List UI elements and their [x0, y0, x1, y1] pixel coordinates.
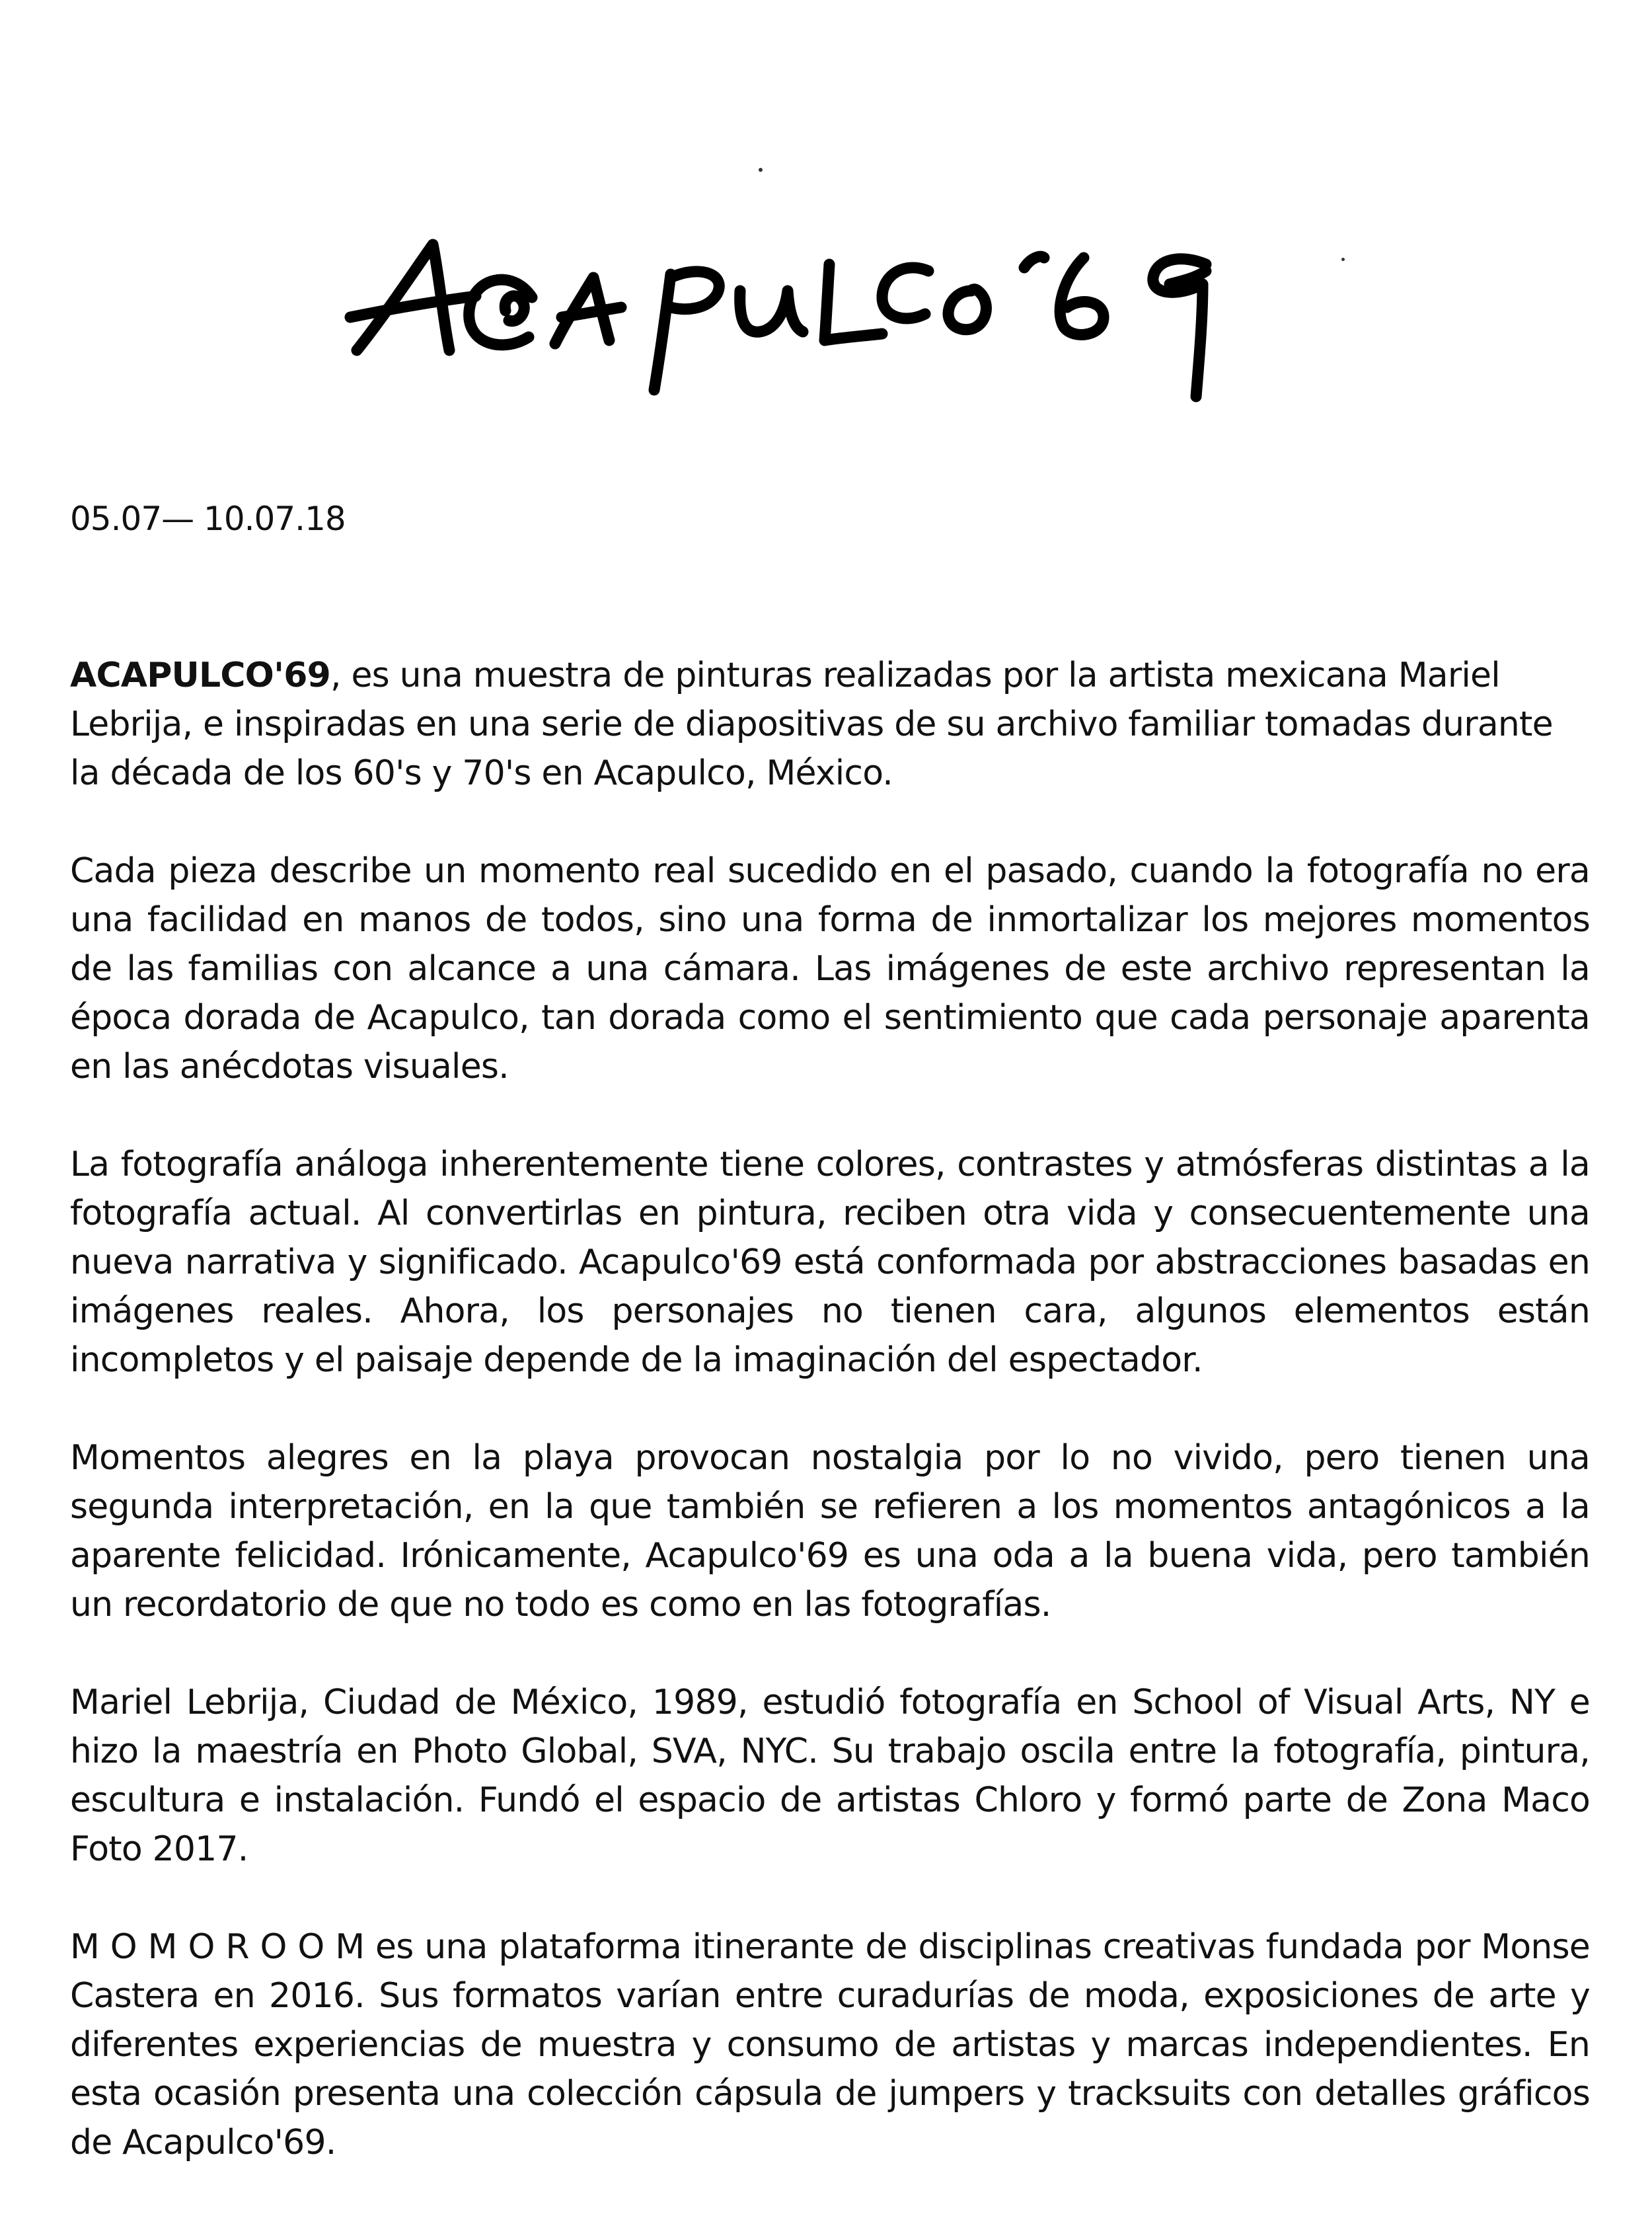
logo-drawing: [344, 218, 1348, 416]
press-release-body: [70, 651, 1590, 2216]
exhibition-name: ACAPULCO'69: [70, 656, 330, 695]
paragraph-nostalgia: Momentos alegres en la playa provocan nostalgia por lo no vivido, pero tienen una segunda interpretación, en la que también se refieren a los momentos antagónicos a la aparente felicidad. Irónicamente, Acapulco'69 es una oda a la buena vida, pero también un recordatorio de que no todo es como en las fotografías.: [70, 1438, 1590, 1624]
acapulco69-handwritten-logo: [344, 218, 1348, 416]
paragraph-analog-photography: La fotografía análoga inherentemente tiene colores, contrastes y atmósferas distintas a la fotografía actual. Al convertirlas en pintura, reciben otra vida y consecuentemente una nueva narrativa y significado. Acapulco'69 está conformada por abstracciones basadas en imágenes reales. Ahora, los personajes no tienen cara, algunos elementos están incompletos y el paisaje depende de la imaginación del espectador.: [70, 1145, 1590, 1380]
paragraph-artist-bio: Mariel Lebrija, Ciudad de México, 1989, estudió fotografía en School of Visual Arts, NY e hizo la maestría en Photo Global, SVA, NYC. Su trabajo oscila entre la fotografía, pintura, escultura e instalación. Fundó el espacio de artistas Chloro y formó parte de Zona Maco Foto 2017.: [70, 1683, 1590, 1869]
paragraph-momoroom: M O M O R O O M es una plataforma itinerante de disciplinas creativas fundada por Monse Castera en 2016. Sus formatos varían entre curadurías de moda, exposiciones de arte y diferentes experiencias de muestra y consumo de artistas y marcas independientes. En esta ocasión presenta una colección cápsula de jumpers y tracksuits con detalles gráficos de Acapulco'69.: [70, 1927, 1590, 2162]
paragraph-intro: [70, 651, 1590, 798]
scan-speck: [759, 168, 763, 172]
paragraph-description: Cada pieza describe un momento real sucedido en el pasado, cuando la fotografía no era una facilidad en manos de todos, sino una forma de inmortalizar los mejores momentos de las familias con alcance a una cámara. Las imágenes de este archivo representan la época dorada de Acapulco, tan dorada como el sentimiento que cada personaje aparenta en las anécdotas visuales.: [70, 851, 1590, 1087]
scan-speck: [1341, 258, 1345, 261]
paragraph-intro-text: , es una muestra de pinturas realizadas por la artista mexicana Mariel Lebrija, e inspiradas en una serie de diapositivas de su archivo familiar tomadas durante la década de los 60's y 70's en Acapulco, México.: [70, 656, 1553, 793]
exhibition-dates: 05.07— 10.07.18: [70, 500, 346, 538]
